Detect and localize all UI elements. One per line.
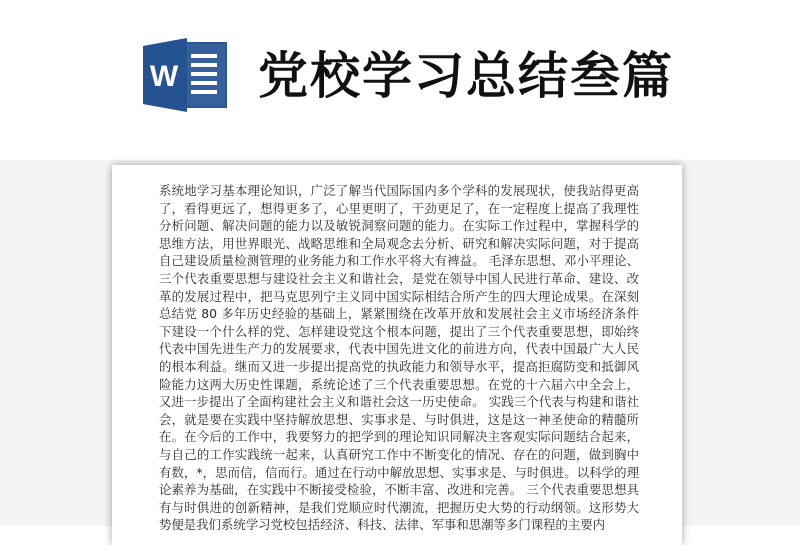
page-title: 党校学习总结叁篇	[258, 47, 674, 105]
word-icon-letter: W	[149, 60, 179, 93]
header	[0, 0, 800, 160]
word-document-icon	[143, 34, 229, 114]
document-page	[112, 165, 682, 545]
document-body-text: 系统地学习基本理论知识，广泛了解当代国际国内多个学科的发展现状，使我站得更高了，看得更远了，想得更多了，心里更明了，干劲更足了，在一定程度上提高了我理性分析问题、解决问题的能力以及敏锐洞察问题的能力。在实际工作过程中，掌握科学的思维方法，用世界眼光、战略思维和全局观念去分析、研究和解决实际问题，对于提高自己建设质量检测管理的业务能力和工作水平将大有裨益。 毛泽东思想、邓小平理论、三个代表重要思想与建设社会主义和谐社会，是党在领导中国人民进行革命、建设、改革的发展过程中，把马克思列宁主义同中国实际相结合所产生的四大理论成果。在深刻总结党 80 多年历史经验的基础上，紧紧围绕在改革开放和发展社会主义市场经济条件下建设一个什么样的党、怎样建设党这个根本问题，提出了三个代表重要思想，即始终代表中国先进生产力的发展要求，代表中国先进文化的前进方向，代表中国最广大人民的根本利益。继而又进一步提出提高党的执政能力和领导水平，提高拒腐防变和抵御风险能力这两大历史性课题，系统论述了三个代表重要思想。在党的十六届六中全会上，又进一步提出了全面构建社会主义和谐社会这一历史使命。 实践三个代表与构建和谐社会，就是要在实践中坚持解放思想、实事求是、与时俱进，这是这一神圣使命的精髓所在。在今后的工作中，我要努力的把学到的理论知识同解决主客观实际问题结合起来，与自己的工作实践统一起来，认真研究工作中不断变化的情况、存在的问题，做到胸中有数，*，思而信，信而行。通过在行动中解放思想、实事求是、与时俱进。以科学的理论素养为基础，在实践中不断接受检验，不断丰富、改进和完善。 三个代表重要思想具有与时俱进的创新精神，是我们党顺应时代潮流，把握历史大势的行动纲领。这形势大势便是我们系统学习党校包括经济、科技、法律、军事和思潮等多门课程的主要内	[159, 183, 639, 533]
